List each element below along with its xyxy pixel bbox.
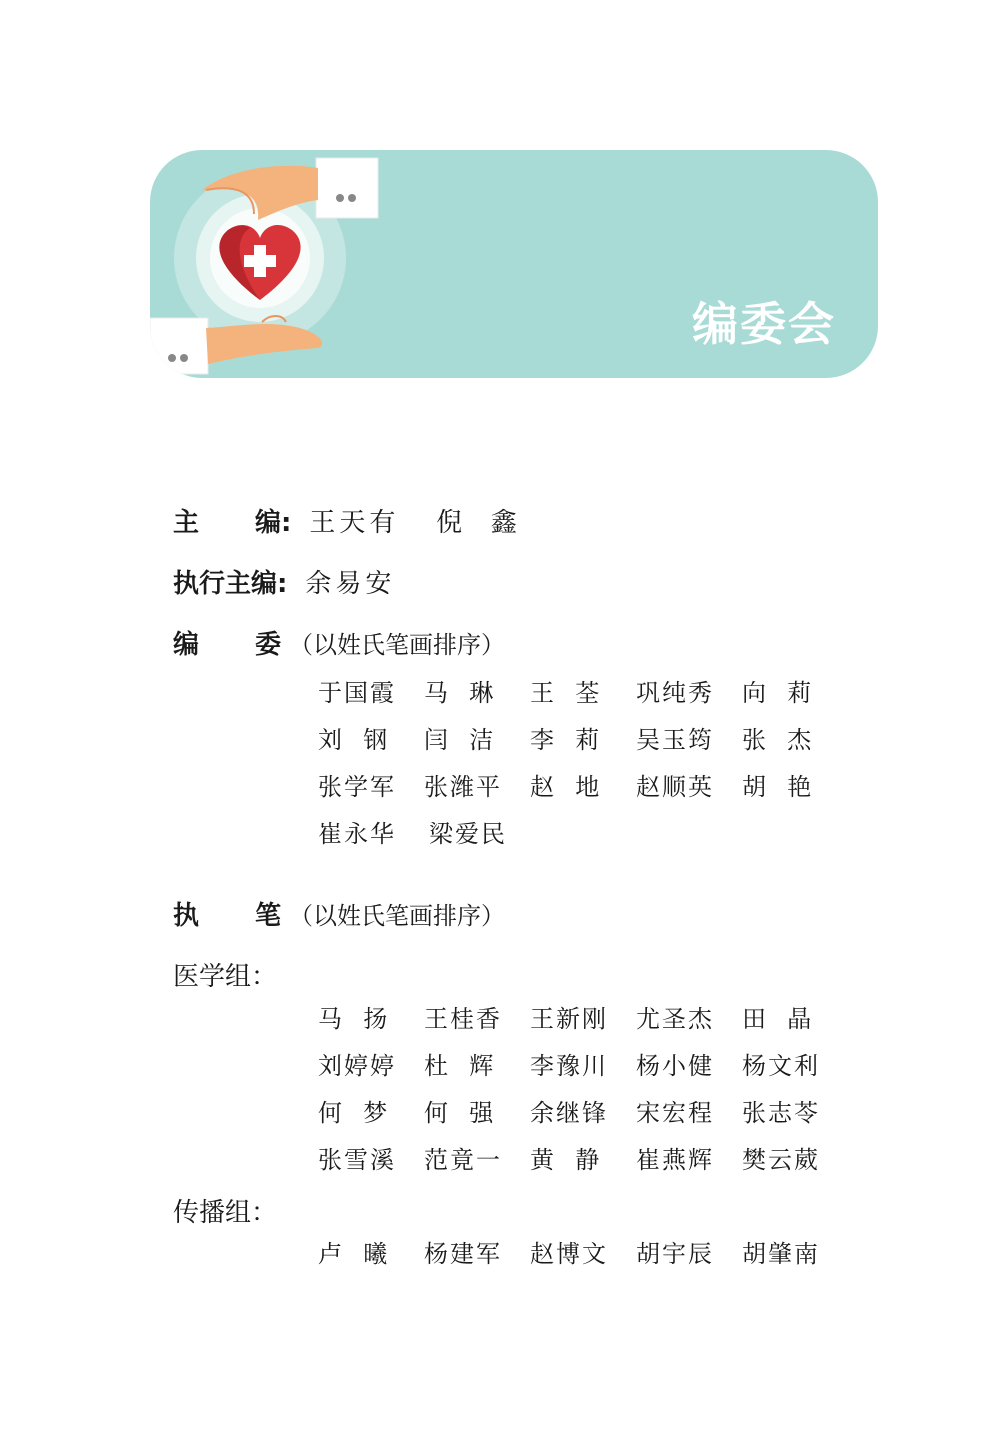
- chief-editor-label: 主 编: [173, 508, 281, 538]
- name-item: 马 扬: [318, 1005, 390, 1033]
- name-item: 赵博文: [530, 1240, 608, 1268]
- executive-editor-row: 执行主编: 余易安: [173, 569, 396, 599]
- name-item: 向 莉: [742, 679, 814, 707]
- name-item: 巩纯秀: [636, 679, 714, 707]
- name-item: 闫 洁: [424, 726, 496, 754]
- name-item: 杨文利: [742, 1052, 820, 1080]
- name-item: 于国霞: [318, 679, 396, 707]
- name-row: [318, 1145, 848, 1192]
- name-item: 何 梦: [318, 1099, 390, 1127]
- name-item: 张雪溪: [318, 1146, 396, 1174]
- name-item: 王桂香: [424, 1005, 502, 1033]
- name-item: 张 杰: [742, 726, 814, 754]
- executive-editor-name: 余易安: [305, 569, 396, 599]
- name-item: 赵 地: [530, 773, 602, 801]
- executive-editor-label: 执行主编: [173, 569, 278, 599]
- writers-sort-note: （以姓氏笔画排序）: [289, 902, 505, 930]
- writers-heading: [173, 901, 505, 931]
- header-banner: [150, 150, 878, 378]
- name-item: 崔永华: [318, 820, 396, 848]
- chief-editor-row: 主 编 : 王天有 倪 鑫: [173, 508, 521, 538]
- name-item: 李豫川: [530, 1052, 608, 1080]
- board-names: [318, 678, 848, 866]
- name-item: 樊云葳: [742, 1146, 820, 1174]
- name-item: 马 琳: [424, 679, 496, 707]
- name-row: [318, 1239, 848, 1286]
- name-item: 赵顺英: [636, 773, 714, 801]
- board-sort-note: （以姓氏笔画排序）: [289, 631, 505, 659]
- name-row: [318, 1098, 848, 1145]
- name-row: [318, 678, 848, 725]
- chief-editor-names: 王天有 倪 鑫: [309, 508, 521, 538]
- communication-group-label: 传播组：: [173, 1198, 278, 1228]
- name-item: 王新刚: [530, 1005, 608, 1033]
- name-item: 王 荃: [530, 679, 602, 707]
- name-item: 胡 艳: [742, 773, 814, 801]
- name-item: 张学军: [318, 773, 396, 801]
- name-row: [318, 819, 848, 866]
- name-item: 黄 静: [530, 1146, 602, 1174]
- name-row: [318, 725, 848, 772]
- name-item: 尤圣杰: [636, 1005, 714, 1033]
- name-item: 余继锋: [530, 1099, 608, 1127]
- board-label: 编 委: [173, 630, 281, 660]
- name-item: 卢 曦: [318, 1240, 390, 1268]
- name-item: 胡肇南: [742, 1240, 820, 1268]
- name-item: 张潍平: [424, 773, 502, 801]
- name-item: 梁爱民: [429, 820, 507, 848]
- medical-group-names: [318, 1004, 848, 1192]
- name-item: 胡宇辰: [636, 1240, 714, 1268]
- banner-title: 编委会: [692, 297, 836, 351]
- name-item: 何 强: [424, 1099, 496, 1127]
- board-heading: [173, 630, 505, 660]
- name-item: 范竟一: [424, 1146, 502, 1174]
- name-row: [318, 1051, 848, 1098]
- name-item: 张志苓: [742, 1099, 820, 1127]
- name-item: 刘婷婷: [318, 1052, 396, 1080]
- name-item: 田 晶: [742, 1005, 814, 1033]
- name-item: 李 莉: [530, 726, 602, 754]
- communication-group-names: [318, 1239, 848, 1286]
- writers-label: 执 笔: [173, 901, 281, 931]
- name-item: 崔燕辉: [636, 1146, 714, 1174]
- name-item: 宋宏程: [636, 1099, 714, 1127]
- name-item: 刘 钢: [318, 726, 390, 754]
- name-item: 杜 辉: [424, 1052, 496, 1080]
- name-item: 吴玉筠: [636, 726, 714, 754]
- name-item: 杨建军: [424, 1240, 502, 1268]
- medical-group-label: 医学组：: [173, 962, 278, 992]
- name-row: [318, 772, 848, 819]
- care-illustration: [150, 150, 390, 378]
- name-row: [318, 1004, 848, 1051]
- name-item: 杨小健: [636, 1052, 714, 1080]
